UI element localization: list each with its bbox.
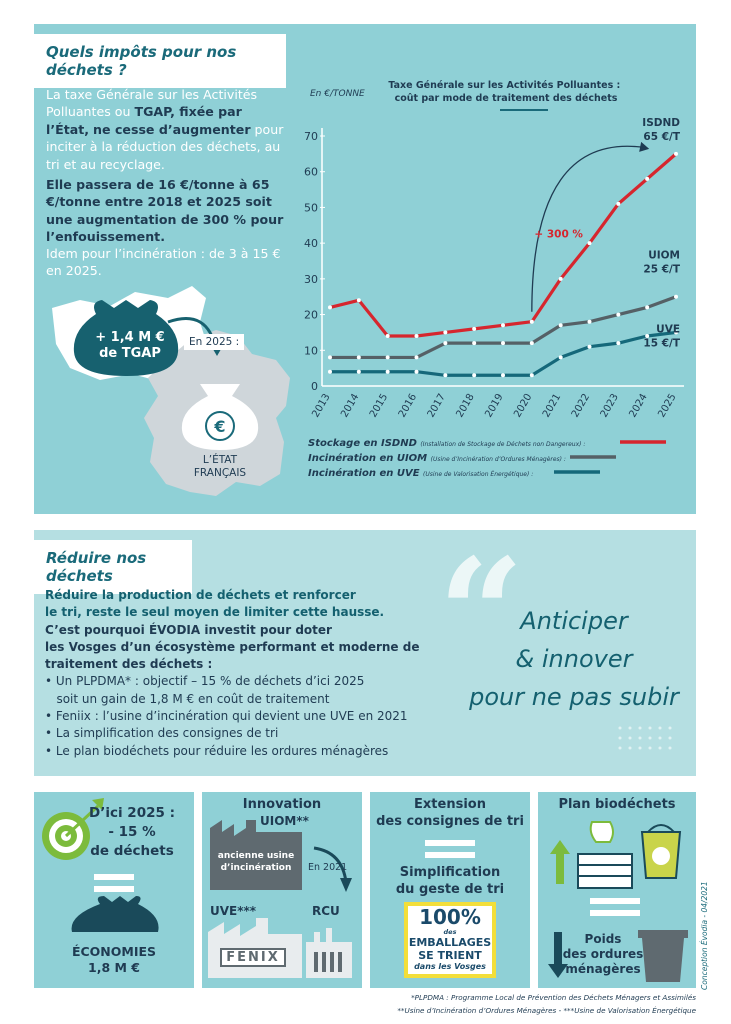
footnote-acronyms: **Usine d’Incinération d’Ordures Ménagères - ***Usine de Valorisation Énergétique [397, 1006, 696, 1015]
legend-name: Incinération en UIOM [308, 453, 431, 464]
x-tick-label: 2025 [656, 392, 679, 420]
reduce-lead-1: Réduire la production de déchets et renforcer [45, 588, 356, 602]
bag-amount-label [82, 330, 178, 362]
chart-title [388, 80, 623, 104]
bag-amount: + 1,4 M € [95, 330, 165, 345]
sorting-title [370, 796, 530, 830]
data-point [645, 177, 649, 181]
y-tick-label: 60 [304, 165, 318, 179]
rcu-label: RCU [312, 904, 340, 918]
data-point [674, 152, 678, 156]
transition-label: En 2021 [308, 862, 348, 873]
series-end-label: 65 €/T [643, 130, 680, 143]
legend-entry [308, 452, 566, 464]
chart-plot-area [304, 117, 684, 479]
data-point [472, 327, 476, 331]
equals-icon [425, 840, 475, 846]
data-point [386, 334, 390, 338]
x-tick-label: 2023 [598, 392, 621, 420]
badge-line2: SE TRIENT [418, 949, 482, 962]
data-point [559, 323, 563, 327]
quote-line-2: & innover [515, 645, 633, 673]
intro-text-d: pour inciter à la réduction des déchets, au tri et au recyclage. [46, 121, 284, 172]
y-tick-label: 40 [304, 237, 318, 251]
data-point [588, 320, 592, 324]
section-title-reduce: Réduire nos déchets [34, 540, 192, 594]
data-point [588, 241, 592, 245]
innovation-title: Innovation [242, 797, 322, 812]
data-point [559, 277, 563, 281]
data-point [472, 373, 476, 377]
badge-line1: EMBALLAGES [408, 936, 492, 949]
savings-line1: ÉCONOMIES [71, 944, 157, 959]
data-point [674, 295, 678, 299]
data-point [645, 305, 649, 309]
x-tick-label: 2024 [627, 392, 650, 420]
x-tick-label: 2017 [425, 392, 448, 420]
data-point [501, 373, 505, 377]
data-point [415, 334, 419, 338]
quote-line-3: pour ne pas subir [469, 683, 679, 711]
old-factory-label [210, 850, 302, 874]
quote-text [462, 602, 686, 716]
series-line [330, 332, 676, 375]
increase-annotation: + 300 % [534, 228, 583, 241]
drawer-icon [578, 854, 632, 888]
legend-detail: (Usine d’Incinération d’Ordures Ménagères) : [430, 456, 566, 463]
tgap-line-chart [300, 76, 692, 508]
y-tick-label: 50 [304, 201, 318, 215]
chart-title-line1: Taxe Générale sur les Activités Polluantes : [388, 80, 621, 91]
series-end-label: UIOM [648, 249, 680, 262]
bag-subtitle: de TGAP [99, 346, 161, 361]
data-point [443, 373, 447, 377]
increase-arrowhead [639, 142, 649, 152]
biowaste-title: Plan biodéchets [558, 797, 676, 812]
badge-percent: 100% [419, 905, 481, 929]
money-bag-icon [72, 896, 159, 932]
list-item: soit un gain de 1,8 M € en coût de traitement [45, 691, 330, 706]
list-item: • Le plan biodéchets pour réduire les ordures ménagères [45, 743, 389, 758]
data-point [415, 355, 419, 359]
chart-ylabel: En €/TONNE [310, 89, 365, 99]
state-label [182, 454, 258, 480]
trash-bin-icon [642, 938, 684, 982]
data-point [559, 355, 563, 359]
arrow-up-icon [550, 840, 570, 884]
fenix-logo: FENIX [220, 948, 286, 967]
data-point [415, 370, 419, 374]
old-factory-line1: ancienne usine [217, 851, 295, 861]
household-line3: ménagères [565, 962, 641, 976]
reduce-body-1: C’est pourquoi ÉVODIA investit pour doter [45, 622, 332, 637]
household-line2: des ordures [562, 947, 644, 961]
objective-text [70, 804, 194, 861]
reduce-text-block [45, 587, 440, 760]
x-tick-label: 2021 [541, 392, 564, 420]
card-objective [34, 792, 194, 988]
series-end-label: 25 €/T [643, 263, 680, 276]
quote-mark-icon: “ [438, 526, 525, 702]
badge-line3: dans les Vosges [414, 962, 486, 971]
x-tick-label: 2020 [512, 392, 535, 420]
apple-core-icon [591, 822, 613, 842]
list-item: • La simplification des consignes de tri [45, 726, 279, 741]
household-line1: Poids [584, 932, 622, 946]
badge-des: des [443, 928, 457, 936]
reduce-body-2: les Vosges d’un écosystème performant et moderne de [45, 639, 420, 654]
simplification-line1: Simplification [399, 865, 501, 880]
x-tick-label: 2013 [310, 392, 333, 420]
france-maps-illustration [40, 278, 300, 508]
data-point [616, 202, 620, 206]
data-point [443, 341, 447, 345]
savings-text [34, 944, 194, 976]
equals-icon [94, 874, 134, 880]
list-item: • Un PLPDMA* : objectif – 15 % de déchets d’ici 2025 [45, 674, 365, 689]
data-point [530, 341, 534, 345]
data-point [616, 341, 620, 345]
household-waste-text [560, 932, 646, 977]
x-tick-label: 2016 [396, 392, 420, 420]
legend-entry [308, 438, 585, 449]
tgap-incineration-text: Idem pour l’incinération : de 3 à 15 € en 2025. [46, 246, 281, 279]
card-biowaste [538, 792, 696, 988]
quote-line-1: Anticiper [520, 607, 628, 635]
data-point [530, 320, 534, 324]
data-point [501, 323, 505, 327]
list-item: • Feniix : l’usine d’incinération qui devient une UVE en 2021 [45, 709, 408, 724]
data-point [501, 341, 505, 345]
data-point [328, 305, 332, 309]
state-line1: L’ÉTAT [202, 454, 238, 466]
objective-line1: D’ici 2025 : [89, 805, 175, 821]
card-innovation [202, 792, 362, 988]
uiom-label: UIOM** [260, 814, 309, 828]
increase-text: Elle passera de 16 €/tonne à 65 €/tonne entre 2018 et 2025 soit une augmentation de 300 % pour l’enfouissement. [46, 177, 284, 245]
series-line [330, 154, 676, 336]
series-end-label: 15 €/T [643, 337, 680, 350]
recycle-badge [408, 906, 492, 972]
reduce-lead-2: le tri, reste le seul moyen de limiter cette hausse. [45, 605, 385, 620]
intro-text-a: La taxe Générale sur les Activités Polluantes ou [46, 87, 258, 120]
objective-line3: de déchets [90, 843, 174, 859]
data-point [357, 298, 361, 302]
intro-text-c: ne cesse d’augmenter [93, 121, 251, 137]
legend-name: Stockage en ISDND [308, 438, 421, 449]
series-end-label: UVE [656, 323, 680, 336]
svg-text:€: € [214, 417, 226, 436]
design-credit: Conception Évodia - 04/2021 [700, 881, 709, 990]
data-point [357, 370, 361, 374]
data-point [616, 313, 620, 317]
data-point [386, 355, 390, 359]
data-point [588, 345, 592, 349]
dot-pattern [619, 727, 672, 750]
y-tick-label: 70 [304, 130, 318, 143]
y-tick-label: 30 [304, 272, 318, 286]
data-point [357, 355, 361, 359]
x-tick-label: 2018 [454, 392, 477, 420]
y-tick-label: 10 [304, 344, 318, 358]
tgap-intro-text [46, 86, 286, 173]
simplification-text [370, 864, 530, 898]
arrow-label-2025: En 2025 : [184, 334, 244, 350]
sorting-title-line1: Extension [414, 797, 486, 812]
y-tick-label: 20 [304, 308, 318, 322]
equals-icon [590, 898, 640, 904]
reduce-body-3: traitement des déchets : [45, 657, 213, 672]
series-end-label: ISDND [642, 116, 680, 129]
heating-network-icon [306, 942, 352, 978]
intro-text-b: TGAP, fixée par l’État, [46, 104, 242, 137]
x-tick-label: 2022 [569, 392, 593, 420]
footnote-plpdma: *PLPDMA : Programme Local de Prévention des Déchets Ménagers et Assimilés [411, 993, 696, 1002]
tgap-increase-text [46, 176, 286, 246]
simplification-line2: du geste de tri [395, 882, 505, 897]
data-point [328, 370, 332, 374]
y-tick-label: 0 [311, 380, 318, 393]
sorting-title-line2: des consignes de tri [376, 814, 524, 829]
data-point [443, 330, 447, 334]
state-line2: FRANÇAIS [193, 467, 247, 479]
chart-title-line2: coût par mode de traitement des déchets [394, 93, 618, 104]
objective-line2: - 15 % [108, 824, 156, 840]
legend-name: Incinération en UVE [308, 468, 424, 479]
legend-entry [308, 467, 533, 479]
legend-detail: (Installation de Stockage de Déchets non Dangereux) : [420, 441, 586, 448]
section-title-taxes: Quels impôts pour nos déchets ? [34, 34, 286, 88]
data-point [472, 341, 476, 345]
x-tick-label: 2019 [483, 392, 506, 420]
x-tick-label: 2015 [368, 392, 391, 420]
data-point [328, 355, 332, 359]
x-tick-label: 2014 [339, 392, 362, 420]
uve-label: UVE*** [210, 904, 257, 918]
data-point [530, 373, 534, 377]
savings-line2: 1,8 M € [88, 960, 140, 975]
old-factory-line2: d’incinération [220, 863, 292, 873]
legend-detail: (Usine de Valorisation Énergétique) : [423, 471, 534, 478]
card-sorting [370, 792, 530, 988]
data-point [386, 370, 390, 374]
